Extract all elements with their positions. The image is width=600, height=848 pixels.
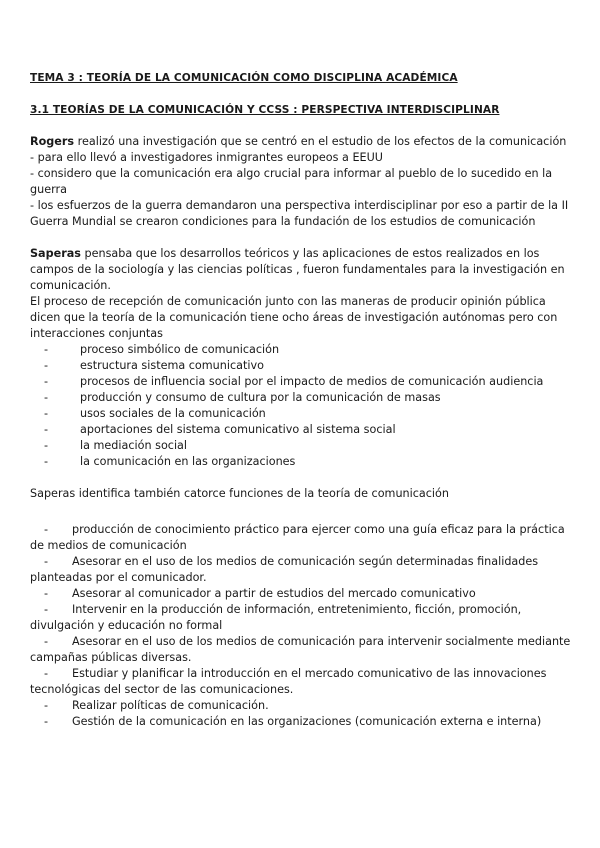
list-item	[30, 554, 575, 586]
list-item-text: proceso simbólico de comunicación	[80, 343, 280, 356]
research-areas-list	[30, 342, 575, 470]
rogers-intro	[30, 134, 575, 150]
rogers-intro-text: realizó una investigación que se centró en el estudio de los efectos de la comunicación	[74, 135, 567, 148]
saperas-name: Saperas	[30, 247, 81, 260]
list-item-text: Realizar políticas de comunicación.	[72, 699, 269, 712]
list-item-text: Gestión de la comunicación en las organizaciones (comunicación externa e interna)	[72, 715, 542, 728]
dash-marker: -	[44, 343, 49, 356]
list-item-text: la comunicación en las organizaciones	[80, 455, 296, 468]
dash-marker: -	[44, 699, 49, 712]
dash-marker: -	[44, 391, 49, 404]
list-item-text: producción de conocimiento práctico para ejercer como una guía eficaz para la práctica de medios de comunicación	[30, 523, 565, 552]
list-item	[30, 454, 575, 470]
dash-marker: -	[44, 359, 49, 372]
list-item	[30, 438, 575, 454]
list-item-text: estructura sistema comunicativo	[80, 359, 264, 372]
list-item	[30, 390, 575, 406]
list-item-text: producción y consumo de cultura por la comunicación de masas	[80, 391, 441, 404]
document-page	[30, 70, 575, 730]
list-item-text: la mediación social	[80, 439, 188, 452]
dash-marker: -	[44, 635, 49, 648]
saperas-intro	[30, 246, 575, 294]
list-item	[30, 634, 575, 666]
list-item-text: Asesorar en el uso de los medios de comunicación según determinadas finalidades planteadas por el comunicador.	[30, 555, 539, 584]
rogers-point: - para ello llevó a investigadores inmigrantes europeos a EEUU	[30, 151, 383, 164]
dash-marker: -	[44, 439, 49, 452]
dash-marker: -	[44, 715, 49, 728]
dash-marker: -	[44, 555, 49, 568]
saperas-intro-text: pensaba que los desarrollos teóricos y las aplicaciones de estos realizados en los campos de la sociología y las ciencias políticas , fueron fundamentales para la investigación en comunicación.	[30, 247, 565, 292]
dash-marker: -	[44, 407, 49, 420]
dash-marker: -	[44, 523, 49, 536]
list-item-text: usos sociales de la comunicación	[80, 407, 266, 420]
dash-marker: -	[44, 375, 49, 388]
list-item	[30, 406, 575, 422]
list-item-text: procesos de influencia social por el impacto de medios de comunicación audiencia	[80, 375, 544, 388]
dash-marker: -	[44, 587, 49, 600]
saperas-block	[30, 246, 575, 470]
saperas-paragraph: El proceso de recepción de comunicación junto con las maneras de producir opinión pública dicen que la teoría de la comunicación tiene ocho áreas de investigación autónomas pero con interacciones conjuntas	[30, 295, 558, 340]
list-item-text: Asesorar al comunicador a partir de estudios del mercado comunicativo	[72, 587, 476, 600]
list-item-text: aportaciones del sistema comunicativo al sistema social	[80, 423, 396, 436]
list-item	[30, 358, 575, 374]
dash-marker: -	[44, 423, 49, 436]
list-item	[30, 666, 575, 698]
list-item	[30, 586, 575, 602]
dash-marker: -	[44, 455, 49, 468]
dash-marker: -	[44, 603, 49, 616]
section-title: 3.1 TEORÍAS DE LA COMUNICACIÓN Y CCSS : PERSPECTIVA INTERDISCIPLINAR	[30, 104, 500, 116]
functions-list	[30, 522, 575, 730]
rogers-block	[30, 134, 575, 230]
spacer	[30, 230, 575, 246]
list-item	[30, 374, 575, 390]
dash-marker: -	[44, 667, 49, 680]
list-item-text: Asesorar en el uso de los medios de comunicación para intervenir socialmente mediante campañas públicas diversas.	[30, 635, 571, 664]
rogers-name: Rogers	[30, 135, 75, 148]
list-item	[30, 422, 575, 438]
spacer	[30, 502, 575, 522]
list-item	[30, 714, 575, 730]
rogers-point: - los esfuerzos de la guerra demandaron una perspectiva interdisciplinar por eso a partir de la II Guerra Mundial se crearon condiciones para la fundación de los estudios de comunicación	[30, 199, 569, 228]
rogers-point: - considero que la comunicación era algo crucial para informar al pueblo de lo sucedido en la guerra	[30, 167, 553, 196]
functions-intro: Saperas identifica también catorce funciones de la teoría de comunicación	[30, 487, 449, 500]
spacer	[30, 470, 575, 486]
list-item-text: Intervenir en la producción de información, entretenimiento, ficción, promoción, divulgación y educación no formal	[30, 603, 522, 632]
list-item	[30, 522, 575, 554]
list-item	[30, 698, 575, 714]
chapter-title: TEMA 3 : TEORÍA DE LA COMUNICACIÓN COMO DISCIPLINA ACADÉMICA	[30, 72, 458, 84]
list-item-text: Estudiar y planificar la introducción en el mercado comunicativo de las innovaciones tecnológicas del sector de las comunicaciones.	[30, 667, 547, 696]
list-item	[30, 602, 575, 634]
list-item	[30, 342, 575, 358]
